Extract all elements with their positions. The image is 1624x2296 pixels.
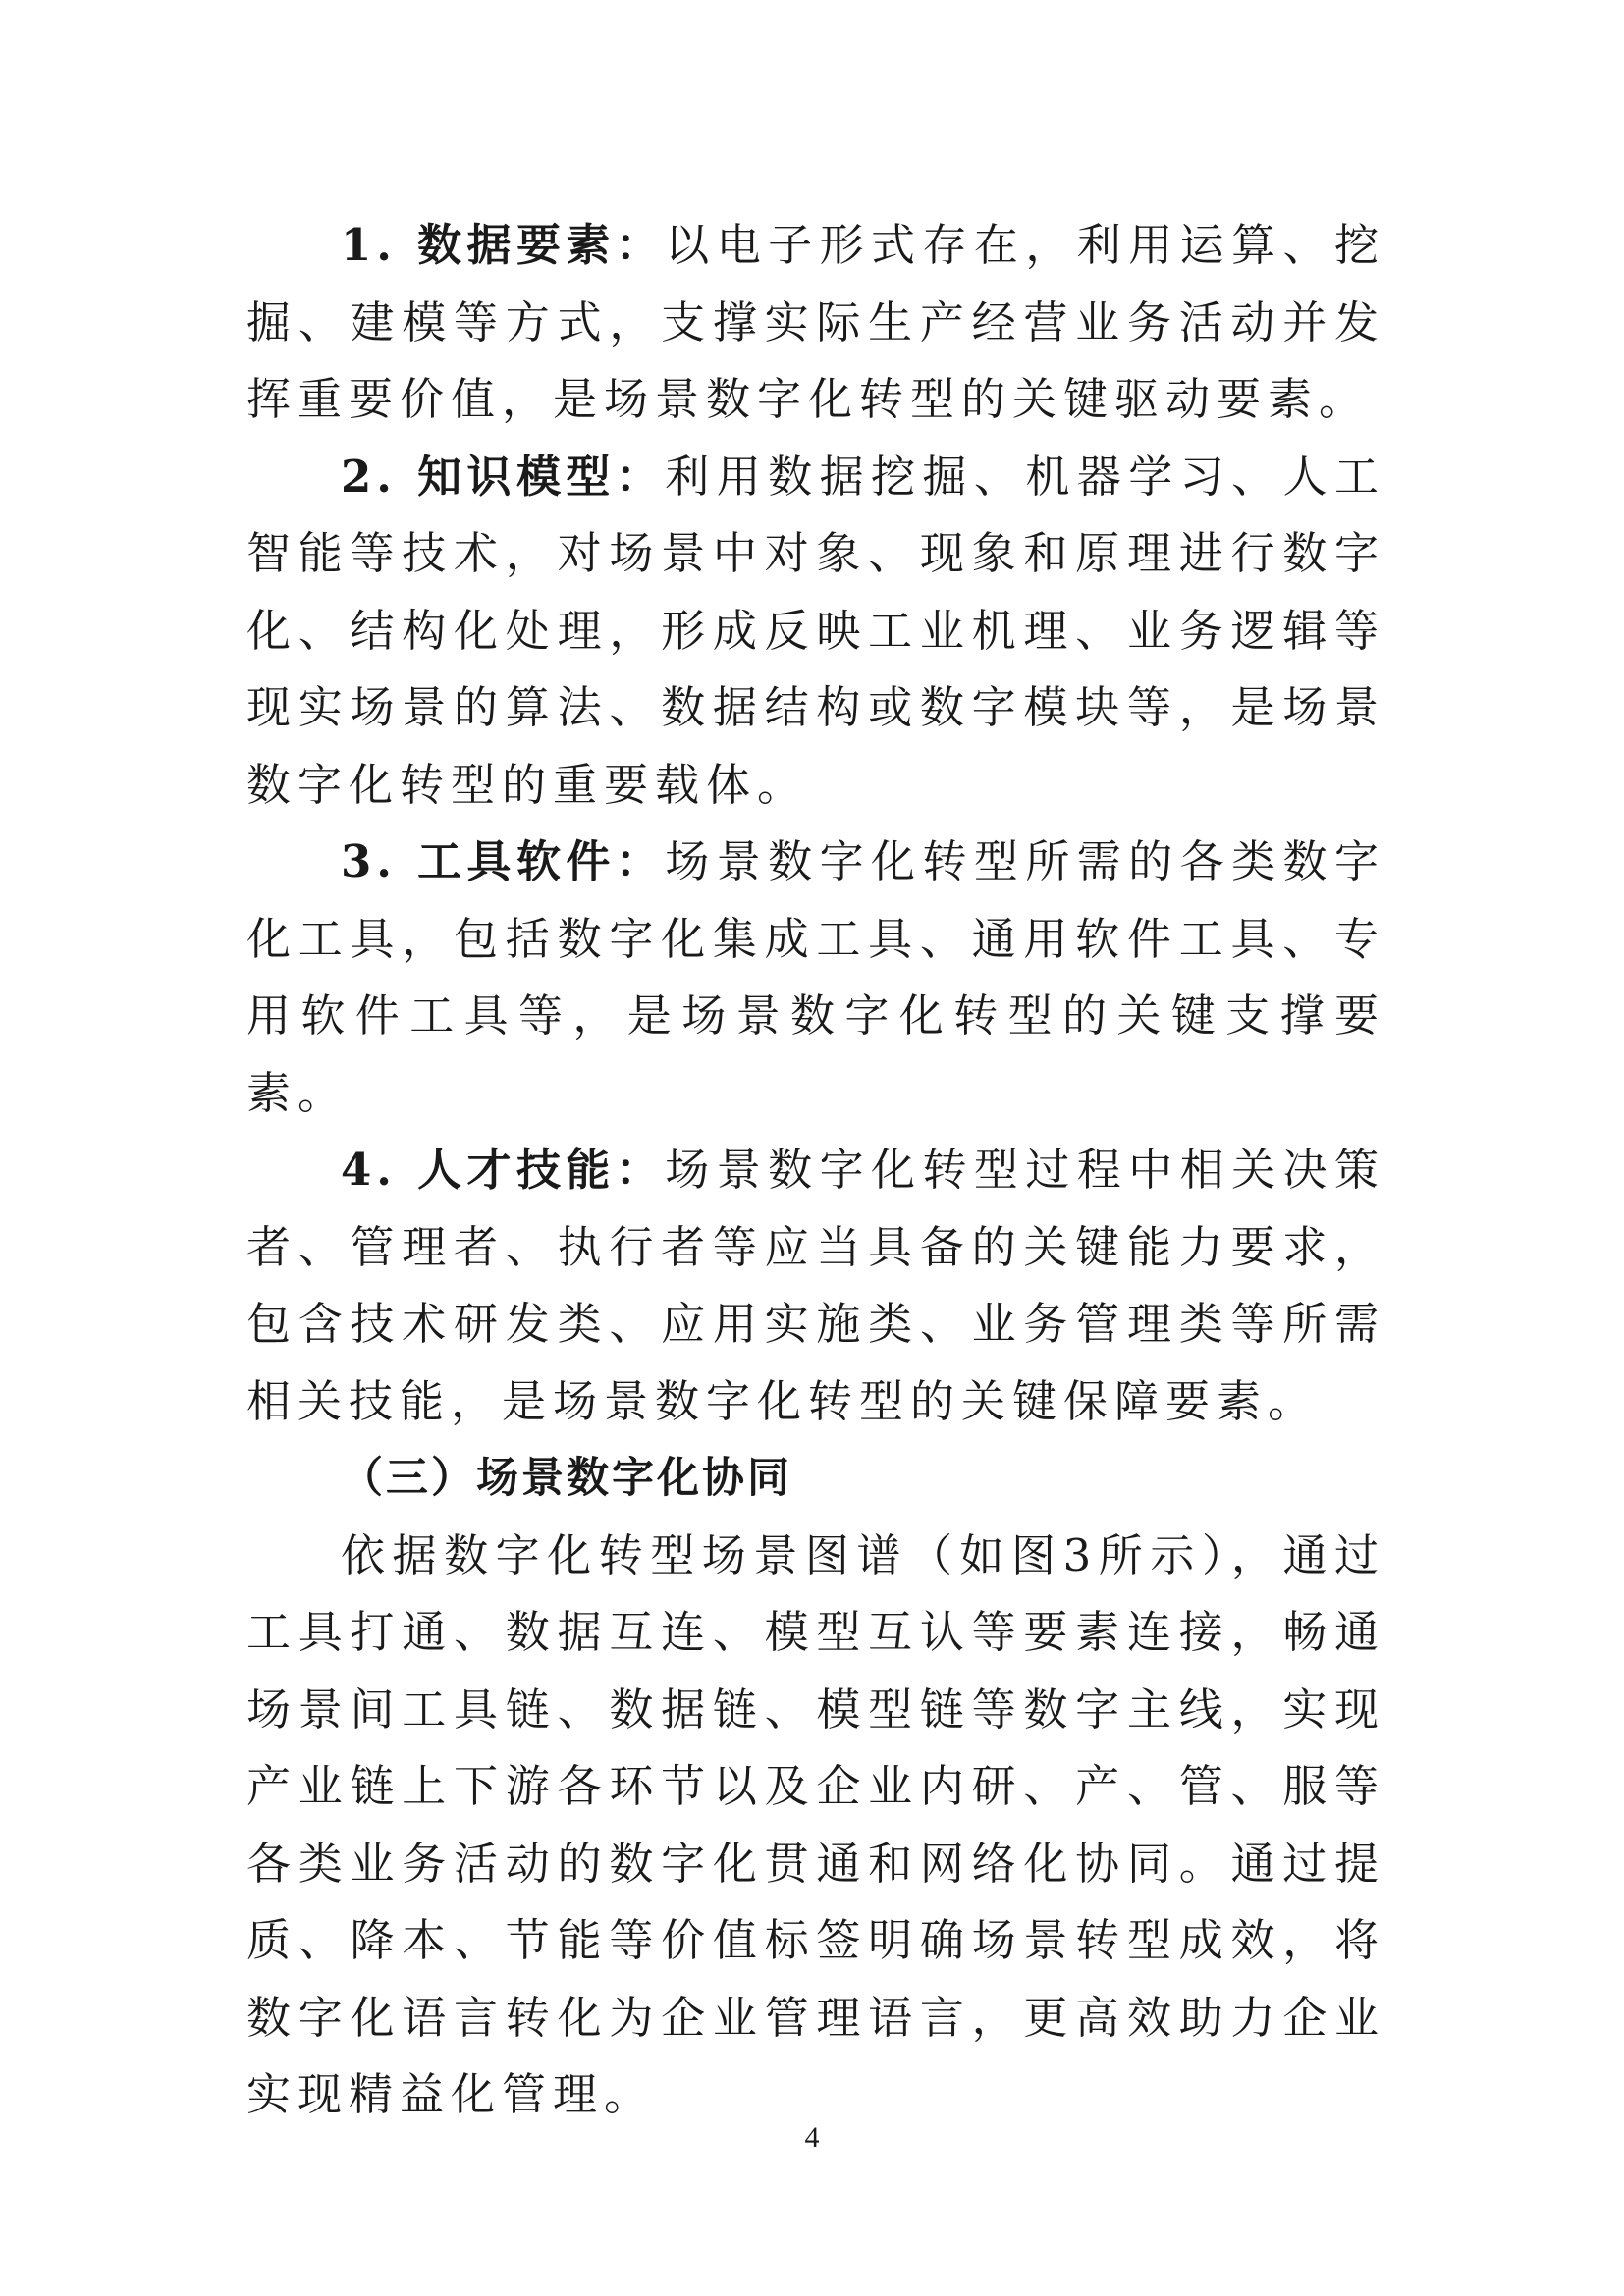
item-label-software-tools: 3. 工具软件： (341, 835, 666, 887)
paragraph-data-elements (246, 207, 1385, 439)
item-text-knowledge-models: 利用数据挖掘、机器学习、人工智能等技术，对场景中对象、现象和原理进行数字化、结构化处理，形成反映工业机理、业务逻辑等现实场景的算法、数据结构或数字模块等，是场景数字化转型的重要载体。 (246, 450, 1385, 811)
item-label-knowledge-models: 2. 知识模型： (341, 450, 666, 503)
item-text-software-tools: 场景数字化转型所需的各类数字化工具，包括数字化集成工具、通用软件工具、专用软件工具等，是场景数字化转型的关键支撑要素。 (246, 835, 1385, 1119)
page-body (246, 207, 1385, 2134)
section-heading: （三）场景数字化协同 (341, 1454, 792, 1503)
paragraph-knowledge-models (246, 439, 1385, 825)
page-number: 4 (804, 2121, 820, 2154)
paragraph-talent-skills (246, 1132, 1385, 1440)
item-text-talent-skills: 场景数字化转型过程中相关决策者、管理者、执行者等应当具备的关键能力要求，包含技术研发类、应用实施类、业务管理类等所需相关技能，是场景数字化转型的关键保障要素。 (246, 1144, 1385, 1427)
paragraph-software-tools (246, 824, 1385, 1132)
item-label-talent-skills: 4. 人才技能： (341, 1144, 666, 1196)
item-label-data-elements: 1. 数据要素： (341, 219, 666, 271)
item-text-data-elements: 以电子形式存在，利用运算、挖掘、建模等方式，支撑实际生产经营业务活动并发挥重要价值，是场景数字化转型的关键驱动要素。 (246, 219, 1385, 425)
section-paragraph: 依据数字化转型场景图谱（如图3所示），通过工具打通、数据互连、模型互认等要素连接，畅通场景间工具链、数据链、模型链等数字主线，实现产业链上下游各环节以及企业内研、产、管、服等各类业务活动的数字化贯通和网络化协同。通过提质、降本、节能等价值标签明确场景转型成效，将数字化语言转化为企业管理语言，更高效助力企业实现精益化管理。 (246, 1528, 1385, 2120)
